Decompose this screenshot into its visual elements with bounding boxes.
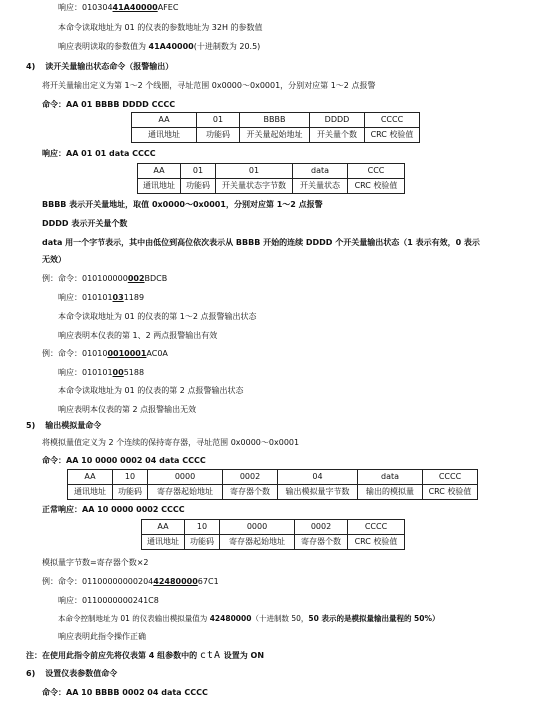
- table-cell: 通讯地址: [138, 179, 181, 194]
- s5-command-table: [67, 469, 478, 500]
- table-row: [138, 164, 405, 179]
- seven-segment-glyph: ctA: [199, 650, 221, 661]
- table-cell: AA: [142, 520, 185, 535]
- table-cell: AA: [138, 164, 181, 179]
- section-number: 6): [26, 669, 36, 678]
- s4-note-data: data 用一个字节表示，其中由低位到高位依次表示从 BBBB 开始的连续 DDDD 个开关量输出状态（1 表示有效，0 表示: [42, 238, 480, 247]
- table-cell: 寄存器起始地址: [220, 535, 295, 550]
- table-row: [68, 485, 478, 500]
- table-cell: 功能码: [197, 128, 240, 143]
- text: 例：命令：010100000: [42, 274, 128, 283]
- table-cell: AA: [132, 113, 197, 128]
- hex-value: 42480000: [153, 577, 198, 586]
- table-cell: DDDD: [310, 113, 365, 128]
- s4-note-data-cont: 无效）: [42, 255, 66, 264]
- text: (十进制数为 20.5): [193, 42, 261, 51]
- text: 本命令控制地址为 01 的仪表输出模拟量值为: [58, 614, 210, 623]
- table-cell: CRC 校验值: [348, 535, 405, 550]
- text: （十进制数 50，: [251, 614, 309, 623]
- table-cell: 通讯地址: [68, 485, 113, 500]
- table-cell: 寄存器起始地址: [148, 485, 223, 500]
- s5-description: 将模拟量值定义为 2 个连续的保持寄存器，寻址范围 0x0000～0x0001: [42, 438, 300, 447]
- s6-heading: [26, 668, 117, 680]
- text: BDCB: [144, 274, 168, 283]
- s4-example1-response: [58, 292, 144, 304]
- text: 5188: [123, 368, 145, 377]
- s5-command-label: 命令：AA 10 0000 0002 04 data CCCC: [42, 456, 206, 465]
- table-row: [138, 179, 405, 194]
- text: 响应：010101: [58, 368, 113, 377]
- section-number: 5): [26, 421, 36, 430]
- table-cell: 输出模拟量字节数: [278, 485, 358, 500]
- s4-note-address: BBBB 表示开关量地址，取值 0x0000～0x0001，分别对应第 1～2 点报警: [42, 200, 323, 209]
- hex-value: 002: [127, 274, 145, 283]
- text: 响应：010101: [58, 293, 113, 302]
- text: 设置为 ON: [220, 651, 265, 660]
- table-cell: 0000: [148, 470, 223, 485]
- table-cell: CCCC: [348, 520, 405, 535]
- table-cell: 通讯地址: [132, 128, 197, 143]
- table-row: [132, 113, 420, 128]
- table-cell: 10: [185, 520, 220, 535]
- table-cell: 开关量起始地址: [240, 128, 310, 143]
- s4-command-table: [131, 112, 420, 143]
- s4-example2-response: [58, 367, 144, 379]
- table-cell: BBBB: [240, 113, 310, 128]
- s4-description: 将开关量输出定义为第 1～2 个线圈，寻址范围 0x0000～0x0001，分别对应第 1～2 点报警: [42, 81, 376, 90]
- text: AFEC: [157, 3, 179, 12]
- table-cell: 01: [181, 164, 216, 179]
- section-number: 4): [26, 62, 36, 71]
- s5-example-command: [42, 576, 219, 588]
- s4-heading: [26, 61, 173, 73]
- table-cell: 10: [113, 470, 148, 485]
- hex-value: 41A40000: [148, 42, 194, 51]
- table-cell: 通讯地址: [142, 535, 185, 550]
- hex-value: 41A40000: [112, 3, 158, 12]
- table-cell: CRC 校验值: [423, 485, 478, 500]
- table-cell: 输出的模拟量: [358, 485, 423, 500]
- table-cell: CRC 校验值: [365, 128, 420, 143]
- s4-example1-explain1: 本命令读取地址为 01 的仪表的第 1～2 点报警输出状态: [58, 312, 257, 321]
- hex-value: 03: [112, 293, 124, 302]
- s5-heading: [26, 420, 101, 432]
- text: 例：命令：01100000000204: [42, 577, 154, 586]
- s5-example-explain1: [58, 613, 440, 625]
- text: AC0A: [146, 349, 168, 358]
- table-row: [68, 470, 478, 485]
- table-cell: 功能码: [113, 485, 148, 500]
- text: 响应：010304: [58, 3, 113, 12]
- s4-example2-explain1: 本命令读取地址为 01 的仪表的第 2 点报警输出状态: [58, 386, 244, 395]
- table-cell: 开关量状态: [293, 179, 348, 194]
- table-cell: 寄存器个数: [295, 535, 348, 550]
- s4-command-label: 命令：AA 01 BBBB DDDD CCCC: [42, 100, 176, 109]
- hex-value: 001: [107, 349, 125, 358]
- table-cell: 01: [216, 164, 293, 179]
- table-cell: 0000: [220, 520, 295, 535]
- table-cell: AA: [68, 470, 113, 485]
- s3-response-line: [58, 2, 178, 14]
- note-line: [26, 650, 264, 662]
- table-cell: 开关量个数: [310, 128, 365, 143]
- table-cell: CCCC: [423, 470, 478, 485]
- text: 注：在使用此指令前应先将仪表第 4 组参数中的: [26, 651, 200, 660]
- section-title: 设置仪表参数值命令: [45, 669, 118, 678]
- section-title: 读开关量输出状态命令（报警输出）: [45, 62, 174, 71]
- table-cell: 04: [278, 470, 358, 485]
- s4-example2-command: [42, 348, 168, 360]
- section-title: 输出模拟量命令: [45, 421, 102, 430]
- s5-response-label: 正常响应：AA 10 0000 0002 CCCC: [42, 505, 185, 514]
- s4-response-table: [137, 163, 405, 194]
- table-cell: 0002: [295, 520, 348, 535]
- table-row: [142, 520, 405, 535]
- s5-example-explain2: 响应表明此指令操作正确: [58, 632, 146, 641]
- s4-note-count: DDDD 表示开关量个数: [42, 219, 128, 228]
- hex-value: 42480000: [209, 614, 252, 623]
- table-cell: 功能码: [185, 535, 220, 550]
- table-cell: 开关量状态字节数: [216, 179, 293, 194]
- s5-example-response: 响应：0110000000241C8: [58, 596, 159, 605]
- table-cell: CCCC: [365, 113, 420, 128]
- table-cell: data: [293, 164, 348, 179]
- text: 例：命令：01010: [42, 349, 108, 358]
- table-row: [142, 535, 405, 550]
- s6-command-label: 命令：AA 10 BBBB 0002 04 data CCCC: [42, 688, 208, 697]
- table-cell: 0002: [223, 470, 278, 485]
- s3-explain-1: 本命令读取地址为 01 的仪表的参数地址为 32H 的参数值: [58, 23, 263, 32]
- hex-value: 0001: [124, 349, 147, 358]
- s4-example1-explain2: 响应表明本仪表的第 1、2 两点报警输出有效: [58, 331, 218, 340]
- hex-value: 00: [112, 368, 124, 377]
- table-row: [132, 128, 420, 143]
- s4-response-label: 响应：AA 01 01 data CCCC: [42, 149, 156, 158]
- s3-explain-2: [58, 41, 260, 53]
- table-cell: CRC 校验值: [348, 179, 405, 194]
- table-cell: 01: [197, 113, 240, 128]
- table-cell: 功能码: [181, 179, 216, 194]
- text: 1189: [123, 293, 145, 302]
- table-cell: CCC: [348, 164, 405, 179]
- s4-example2-explain2: 响应表明本仪表的第 2 点报警输出无效: [58, 405, 197, 414]
- s4-example1-command: [42, 273, 167, 285]
- text: 67C1: [197, 577, 219, 586]
- text: 响应表明读取的参数值为: [58, 42, 149, 51]
- s5-byte-count-note: 模拟量字节数=寄存器个数×2: [42, 558, 149, 567]
- table-cell: 寄存器个数: [223, 485, 278, 500]
- table-cell: data: [358, 470, 423, 485]
- s5-response-table: [141, 519, 405, 550]
- text: 50 表示的是模拟量输出量程的 50%）: [308, 614, 440, 623]
